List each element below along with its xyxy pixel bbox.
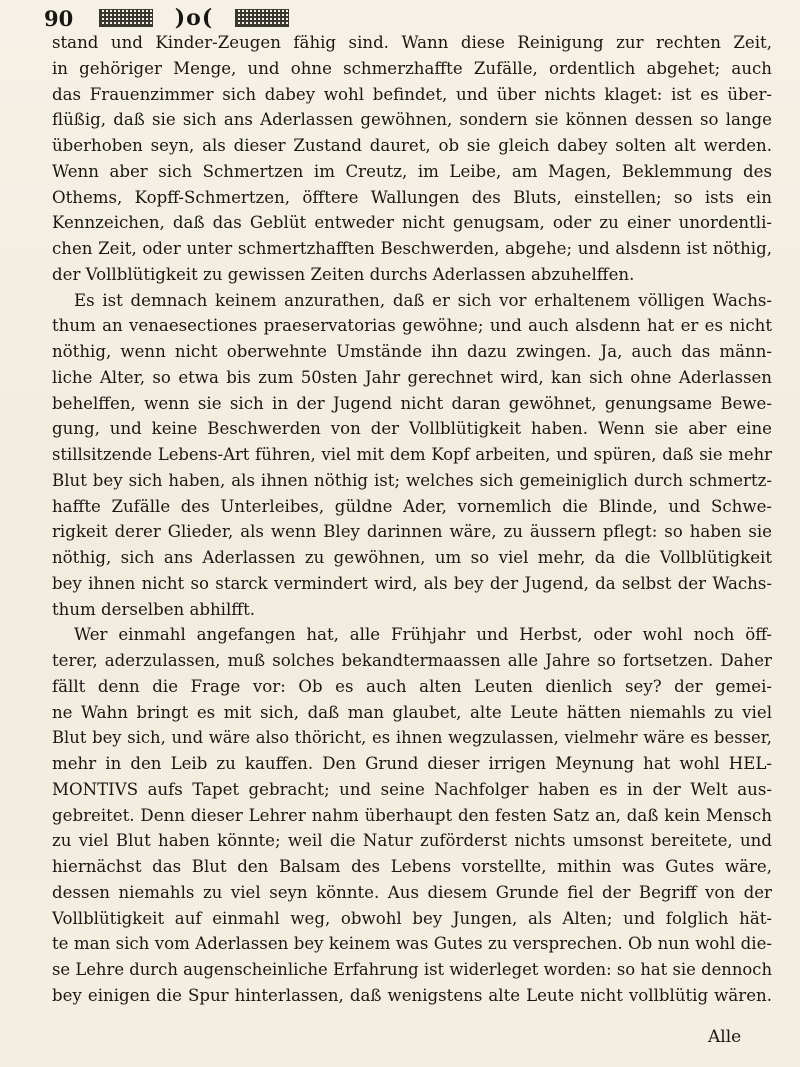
text-line: nöthig, wenn nicht oberwehnte Umstände ihn dazu zwingen. Ja, auch das männ- <box>52 342 772 361</box>
ornament-center: )o( <box>174 5 214 31</box>
text-line: nöthig, sich ans Aderlassen zu gewöhnen, um so viel mehr, da die Vollblütigkeit <box>52 548 772 567</box>
text-line: behelffen, wenn sie sich in der Jugend nicht daran gewöhnet, genungsame Bewe- <box>52 393 772 413</box>
text-line: flüßig, daß sie sich ans Aderlassen gewöhnen, sondern sie können dessen so lange <box>52 110 772 130</box>
page-number: 90 <box>44 6 74 31</box>
text-line: der Vollblütigkeit zu gewissen Zeiten durchs Aderlassen abzuhelffen. <box>52 264 635 284</box>
text-line: chen Zeit, oder unter schmertzhafften Beschwerden, abgehe; und alsdenn ist nöthig, <box>52 239 772 258</box>
text-line: mehr in den Leib zu kauffen. Den Grund dieser irrigen Meynung hat wohl HEL- <box>52 754 772 773</box>
text-line: se Lehre durch augenscheinliche Erfahrung ist widerleget worden: so hat sie dennoch <box>52 960 772 979</box>
text-line: in gehöriger Menge, und ohne schmerzhaffte Zufälle, ordentlich abgehet; auch <box>52 58 772 78</box>
text-line: Othems, Kopff-Schmertzen, öfftere Wallungen des Bluts, einstellen; so ists ein <box>52 187 772 207</box>
text-line: Blut bey sich, und wäre also thöricht, es ihnen wegzulassen, vielmehr wäre es besser, <box>52 728 772 748</box>
text-line: das Frauenzimmer sich dabey wohl befindet, und über nichts klaget: ist es über- <box>52 84 772 104</box>
text-line: fällt denn die Frage vor: Ob es auch alten Leuten dienlich sey? der gemei- <box>52 676 772 696</box>
text-line: Blut bey sich haben, als ihnen nöthig ist; welches sich gemeiniglich durch schmertz- <box>52 470 772 490</box>
text-line: gung, und keine Beschwerden von der Vollblütigkeit haben. Wenn sie aber eine <box>52 419 772 439</box>
text-line: stillsitzende Lebens-Art führen, viel mit dem Kopf arbeiten, und spüren, daß sie mehr <box>52 445 772 464</box>
text-line: Wenn aber sich Schmertzen im Creutz, im Leibe, am Magen, Beklemmung des <box>52 161 772 181</box>
body-text <box>52 30 772 1009</box>
text-line: thum derselben abhilfft. <box>52 599 256 619</box>
text-line: bey einigen die Spur hinterlassen, daß wenigstens alte Leute nicht vollblütig wären. <box>52 985 772 1005</box>
text-line: liche Alter, so etwa bis zum 50sten Jahr gerechnet wird, kan sich ohne Aderlassen <box>52 367 772 387</box>
text-line: Kennzeichen, daß das Geblüt entweder nicht genugsam, oder zu einer unordentli- <box>52 213 772 233</box>
catchword: Alle <box>708 1027 742 1047</box>
text-line: bey ihnen nicht so starck vermindert wird, als bey der Jugend, da selbst der Wachs- <box>52 573 772 593</box>
text-line: haffte Zufälle des Unterleibes, güldne Ader, vornemlich die Blinde, und Schwe- <box>52 496 772 516</box>
text-line: te man sich vom Aderlassen bey keinem was Gutes zu versprechen. Ob nun wohl die- <box>52 934 772 954</box>
text-line: thum an venaesectiones praeservatorias gewöhne; und auch alsdenn hat er es nicht <box>52 316 772 336</box>
text-line: zu viel Blut haben könnte; weil die Natur zuförderst nichts umsonst bereitete, und <box>52 831 772 851</box>
text-line: rigkeit derer Glieder, als wenn Bley darinnen wäre, zu äussern pflegt: so haben sie <box>52 522 772 542</box>
text-line: terer, aderzulassen, muß solches bekandtermaassen alle Jahre so fortsetzen. Daher <box>52 651 772 670</box>
text-line: gebreitet. Denn dieser Lehrer nahm überhaupt den festen Satz an, daß kein Mensch <box>52 805 772 825</box>
text-line: Es ist demnach keinem anzurathen, daß er sich vor erhaltenem völligen Wachs- <box>74 290 772 310</box>
text-line: Wer einmahl angefangen hat, alle Frühjahr und Herbst, oder wohl noch öff- <box>74 625 772 645</box>
text-line: stand und Kinder-Zeugen fähig sind. Wann diese Reinigung zur rechten Zeit, <box>52 33 772 52</box>
text-line: überhoben seyn, als dieser Zustand dauret, ob sie gleich dabey solten alt werden. <box>52 136 772 155</box>
text-line: MONTIVS aufs Tapet gebracht; und seine Nachfolger haben es in der Welt aus- <box>52 779 772 799</box>
text-line: ne Wahn bringt es mit sich, daß man glaubet, alte Leute hätten niemahls zu viel <box>52 702 772 722</box>
ornament-right-icon <box>235 9 289 27</box>
header-ornament <box>99 5 289 31</box>
text-line: hiernächst das Blut den Balsam des Lebens vorstellte, mithin was Gutes wäre, <box>52 857 772 876</box>
text-line: Vollblütigkeit auf einmahl weg, obwohl bey Jungen, als Alten; und folglich hät- <box>52 908 772 928</box>
text-line: dessen niemahls zu viel seyn könnte. Aus diesem Grunde fiel der Begriff von der <box>52 882 772 902</box>
ornament-left-icon <box>99 9 153 27</box>
